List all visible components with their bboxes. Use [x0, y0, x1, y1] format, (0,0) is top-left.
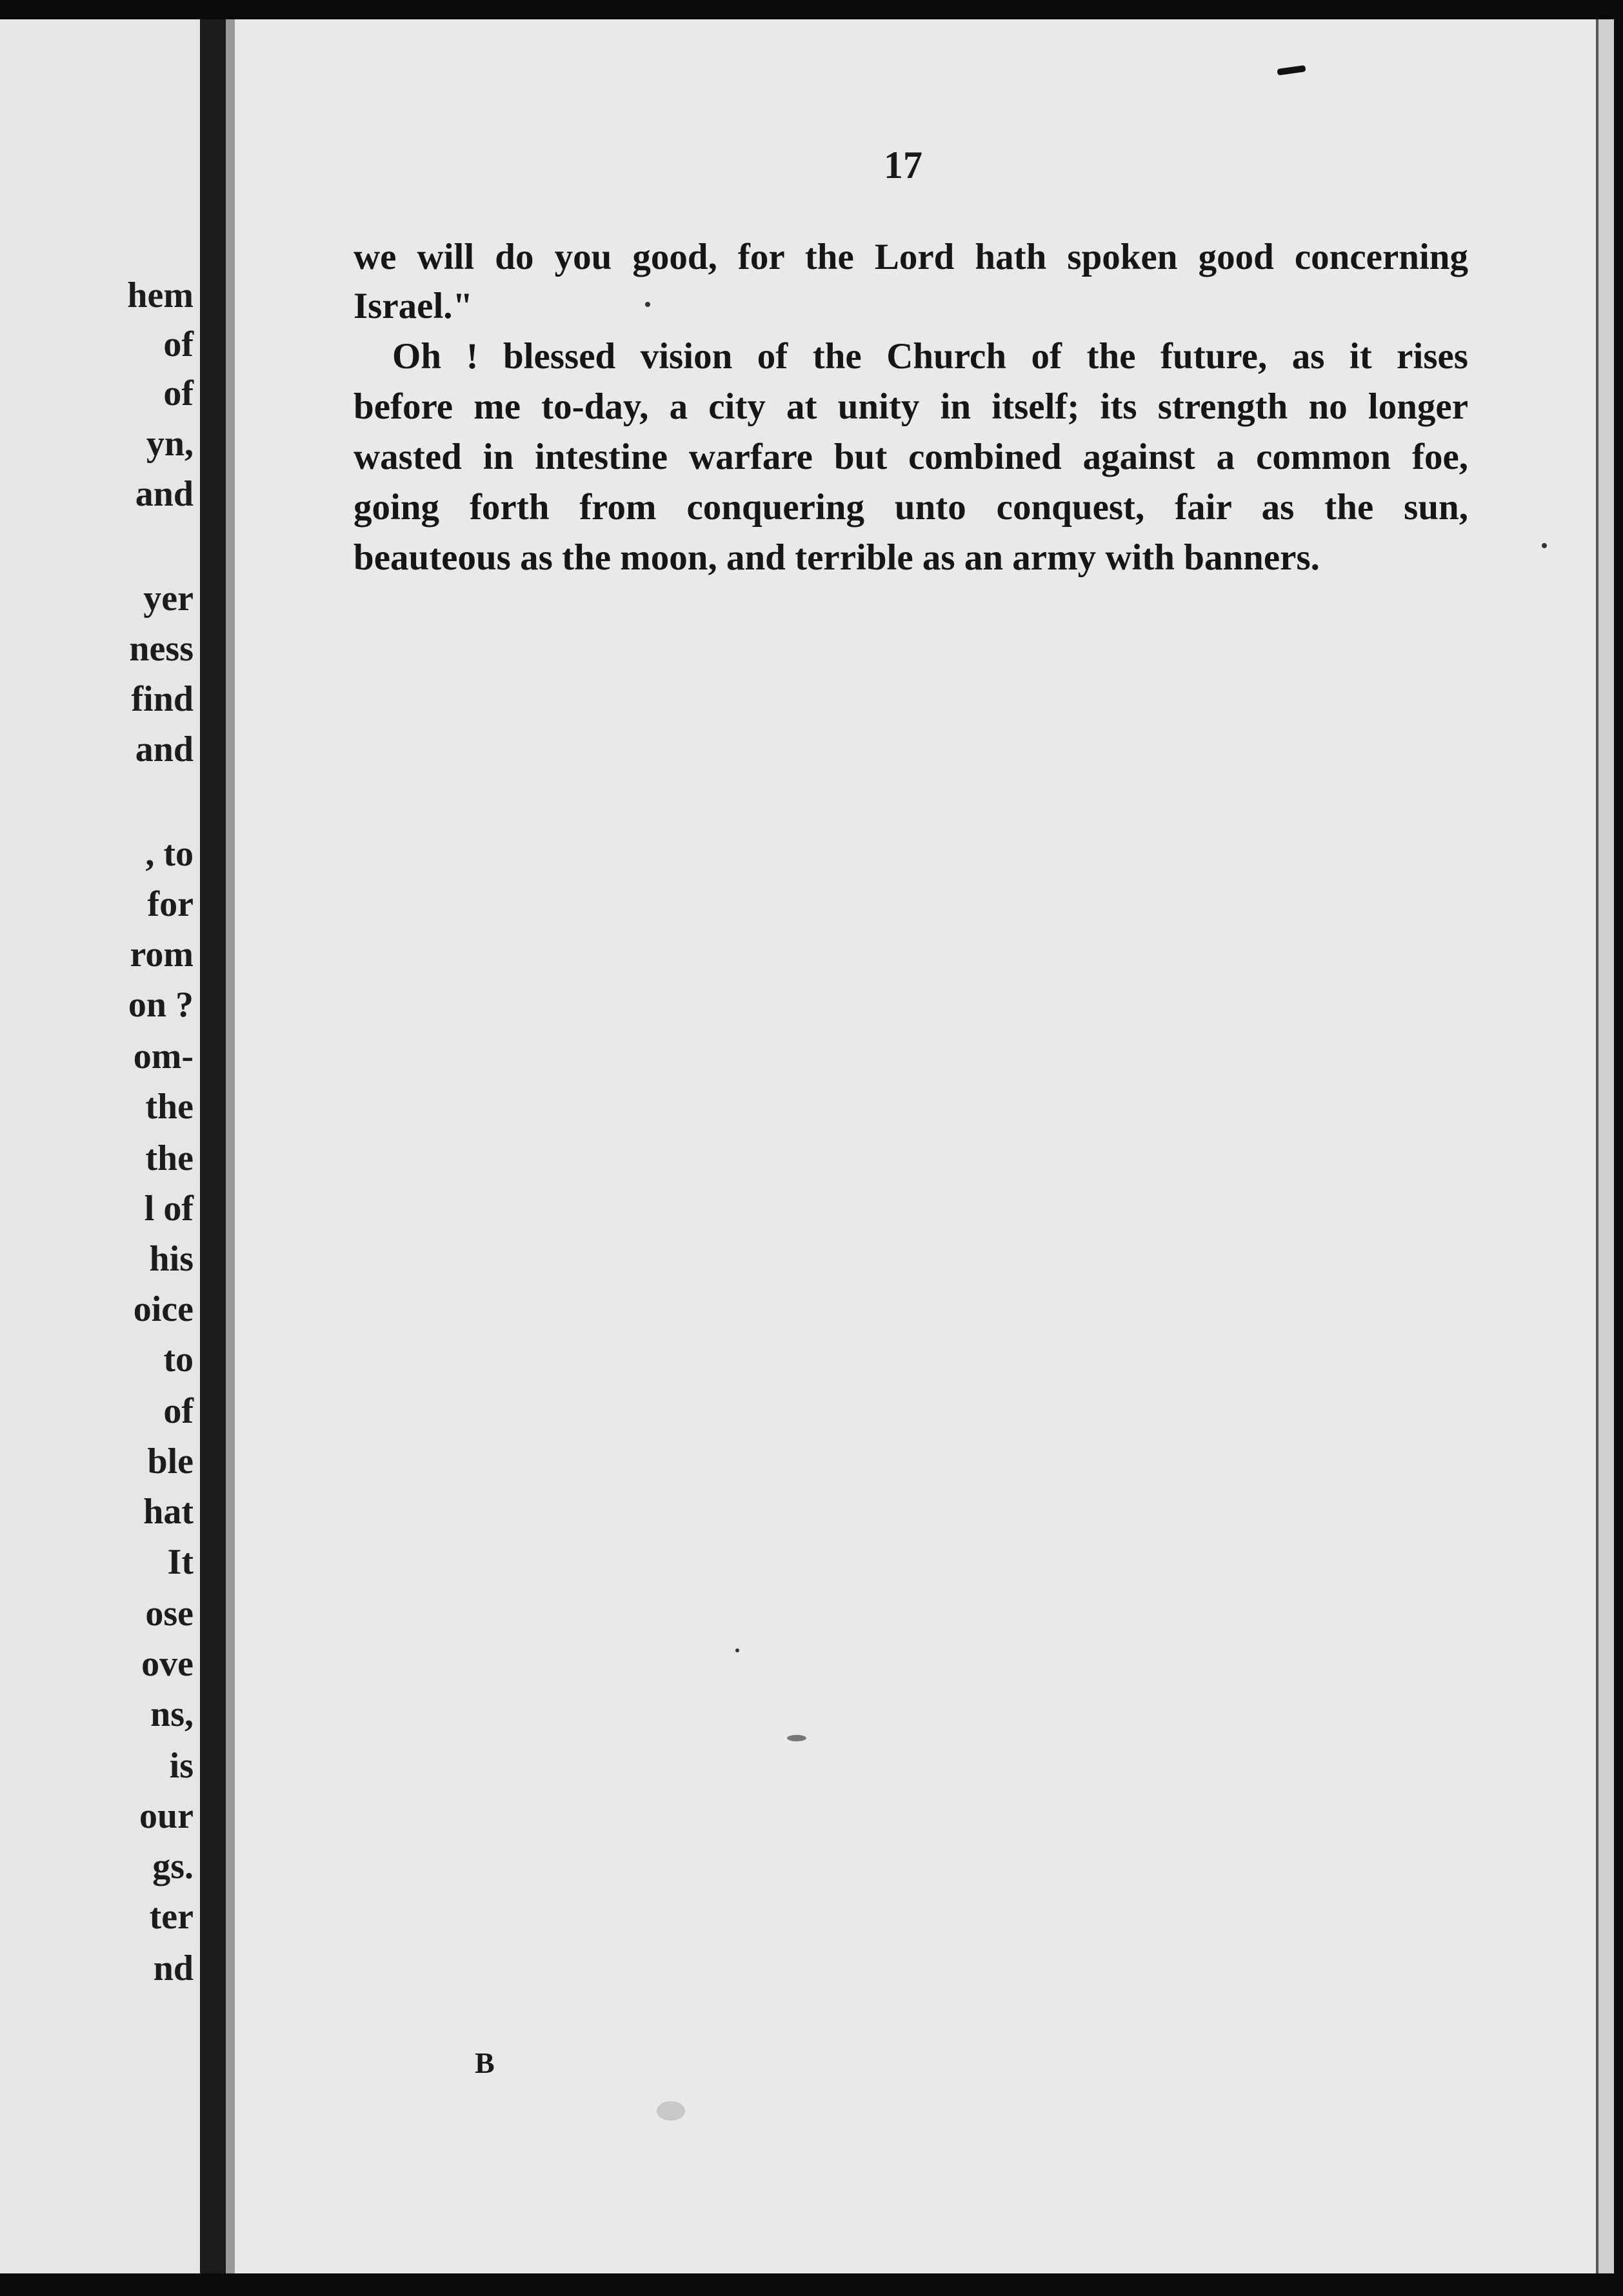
page-number: 17 [884, 144, 922, 186]
paper-speck [787, 1735, 806, 1741]
left-line-fragment: to [163, 1340, 194, 1380]
paper-speck [1542, 543, 1547, 548]
text-line: Israel." [353, 286, 473, 326]
left-line-fragment: his [149, 1239, 194, 1279]
left-line-fragment: ove [141, 1644, 194, 1684]
book-spine [200, 19, 226, 2273]
left-line-fragment: yn, [146, 424, 194, 464]
left-line-fragment: nd [153, 1948, 194, 1988]
text-line: beauteous as the moon, and terrible as an army with banners. [353, 537, 1320, 578]
left-line-fragment: and [135, 729, 194, 769]
left-line-fragment: ns, [150, 1694, 194, 1734]
previous-page-strip [0, 19, 200, 2273]
left-line-fragment: on ? [128, 985, 194, 1025]
left-line-fragment: hem [127, 275, 194, 315]
left-line-fragment: yer [143, 579, 194, 619]
left-line-fragment: of [163, 373, 194, 413]
left-line-fragment: and [135, 474, 194, 514]
spine-edge [226, 19, 235, 2273]
left-line-fragment: rom [130, 935, 194, 975]
left-line-fragment: of [163, 1391, 194, 1431]
left-line-fragment: ose [145, 1594, 194, 1634]
left-line-fragment: hat [143, 1492, 194, 1532]
left-line-fragment: of [163, 324, 194, 364]
page-edge [1596, 19, 1614, 2273]
text-line: we will do you good, for the Lord hath spoken good concerning [353, 237, 1468, 277]
left-line-fragment: ter [149, 1897, 194, 1937]
left-line-fragment: om- [133, 1036, 194, 1076]
text-line: Oh ! blessed vision of the Church of the future, as it rises [392, 336, 1468, 377]
paper-speck [735, 1648, 739, 1652]
left-line-fragment: find [131, 679, 194, 719]
text-line: wasted in intestine warfare but combined against a common foe, [353, 437, 1468, 477]
left-line-fragment: , to [145, 834, 194, 874]
left-line-fragment: It [167, 1542, 194, 1582]
text-line: before me to-day, a city at unity in itself; its strength no longer [353, 386, 1468, 427]
left-line-fragment: the [145, 1138, 194, 1178]
paper-speck [645, 302, 650, 307]
left-line-fragment: our [139, 1796, 194, 1836]
text-line: going forth from conquering unto conquest, fair as the sun, [353, 487, 1468, 528]
left-line-fragment: l of [144, 1189, 194, 1229]
left-line-fragment: ble [147, 1441, 194, 1481]
left-line-fragment: oice [133, 1289, 194, 1329]
signature-mark: B [475, 2046, 495, 2079]
left-line-fragment: ness [129, 629, 194, 669]
paper-speck [657, 2101, 685, 2121]
left-line-fragment: is [169, 1746, 194, 1786]
left-line-fragment: the [145, 1087, 194, 1127]
left-line-fragment: gs. [152, 1846, 194, 1886]
left-line-fragment: for [147, 884, 194, 924]
